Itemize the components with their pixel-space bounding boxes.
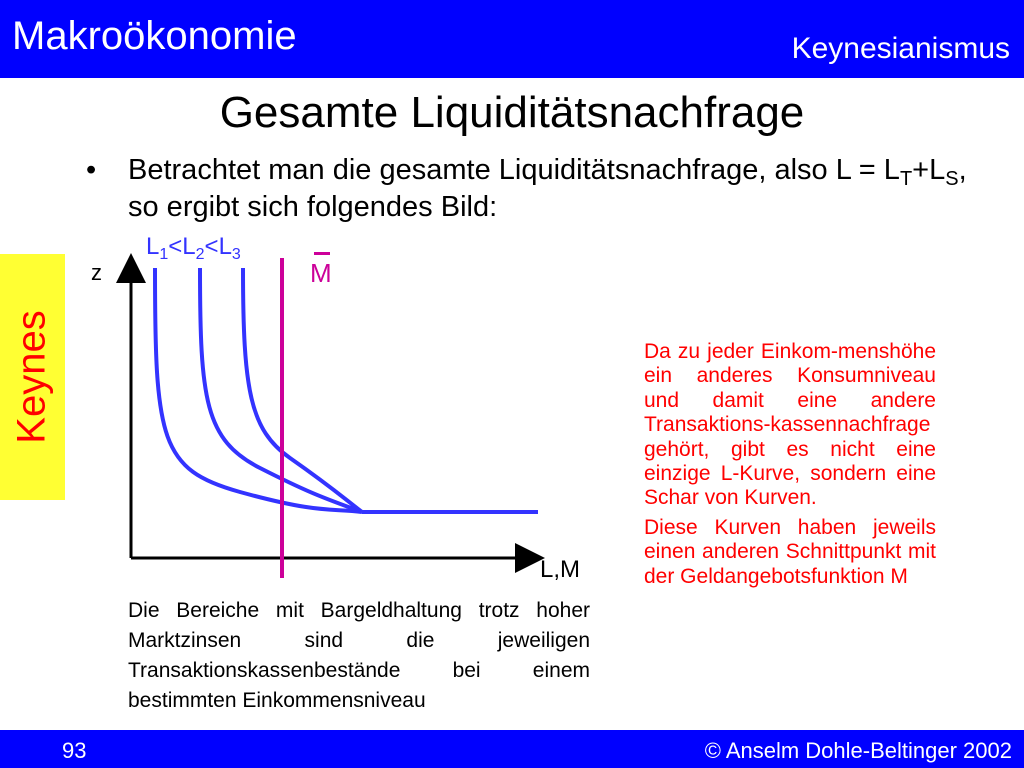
x-axis-label: L,M (540, 556, 581, 583)
diagram-note: Die Bereiche mit Bargeldhaltung trotz hoher Marktzinsen sind die jeweiligen Transaktionskassenbestände bei einem bestimmten Einkommensniveau (128, 599, 590, 712)
curve-l3 (243, 268, 362, 512)
bullet-text: Betrachtet man die gesamte Liquiditätsnachfrage, also $L = L_T+L_S$, so ergibt sich folgendes Bild: (128, 154, 967, 223)
curve-l1 (155, 268, 362, 512)
explanation-paragraph-2: Diese Kurven haben jeweils einen anderen Schnittpunkt mit der Geldangebotsfunktion M (644, 515, 936, 588)
slide-title: Gesamte Liquiditätsnachfrage (219, 88, 805, 137)
section-title: Keynesianismus (791, 32, 1010, 65)
bullet-dot-icon: • (86, 154, 97, 186)
y-axis-label: z (91, 260, 102, 285)
explanation-paragraph-1: Da zu jeder Einkom-menshöhe ein anderes Konsumniveau und damit eine andere Transaktions-kassennachfrage gehört, gibt es nicht eine einzige L-Kurve, sondern eine Schar von Kurven. (644, 340, 936, 510)
curves-label: $L_1<L_2<L_3$ (146, 233, 241, 263)
overline-mark (314, 252, 330, 255)
side-tab-label: Keynes (9, 310, 54, 444)
copyright-text: © Anselm Dohle-Beltinger 2002 (704, 738, 1012, 763)
explanation-text (644, 340, 936, 594)
money-supply-label: M (310, 258, 332, 289)
page-number: 93 (62, 738, 87, 763)
footer-bar (0, 730, 1024, 768)
course-title: Makroökonomie (12, 14, 297, 58)
